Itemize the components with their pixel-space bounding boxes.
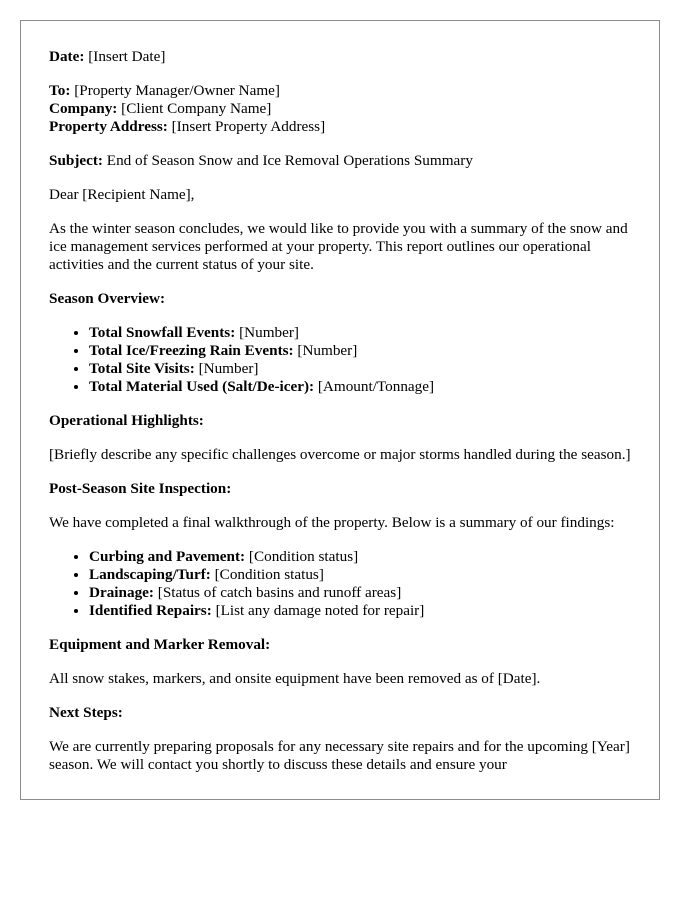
operational-highlights-heading: Operational Highlights: [49, 412, 204, 429]
season-overview-list [49, 324, 639, 396]
list-item: • Total Site Visits: [Number] [89, 360, 639, 378]
inspection-text: We have completed a final walkthrough of the property. Below is a summary of our findings: [49, 514, 615, 531]
subject-label: Subject: [49, 152, 103, 169]
next-steps-heading: Next Steps: [49, 704, 123, 721]
to-value: [Property Manager/Owner Name] [70, 82, 280, 99]
date-line [49, 48, 639, 66]
equipment-heading: Equipment and Marker Removal: [49, 636, 271, 653]
recipient-block [49, 82, 639, 136]
letter-page [20, 20, 660, 800]
list-item: • Drainage: [Status of catch basins and runoff areas] [89, 584, 639, 602]
company-label: Company: [49, 100, 118, 117]
list-item: • Identified Repairs: [List any damage noted for repair] [89, 602, 639, 620]
date-value: [Insert Date] [84, 48, 166, 65]
salutation: Dear [Recipient Name], [49, 186, 195, 203]
list-item: • Total Snowfall Events: [Number] [89, 324, 639, 342]
letter-body [49, 48, 639, 790]
inspection-heading: Post-Season Site Inspection: [49, 480, 232, 497]
to-label: To: [49, 82, 71, 99]
intro-paragraph: As the winter season concludes, we would like to provide you with a summary of the snow and ice management services performed at your property. This report outlines our operational activities and the current status of your site. [49, 220, 628, 273]
subject-line [49, 152, 639, 170]
equipment-text: All snow stakes, markers, and onsite equipment have been removed as of [Date]. [49, 670, 541, 687]
operational-highlights-text: [Briefly describe any specific challenges overcome or major storms handled during the season.] [49, 446, 631, 463]
to-line [49, 82, 280, 99]
address-label: Property Address: [49, 118, 168, 135]
list-item: • Landscaping/Turf: [Condition status] [89, 566, 639, 584]
list-item: • Curbing and Pavement: [Condition status] [89, 548, 639, 566]
address-value: [Insert Property Address] [167, 118, 326, 135]
company-value: [Client Company Name] [117, 100, 272, 117]
season-overview-heading: Season Overview: [49, 290, 165, 307]
next-steps-text: We are currently preparing proposals for any necessary site repairs and for the upcoming [Year] season. We will contact you shortly to discuss these details and ensure your [49, 738, 630, 773]
list-item: • Total Material Used (Salt/De-icer): [Amount/Tonnage] [89, 378, 639, 396]
inspection-list [49, 548, 639, 620]
date-label: Date: [49, 48, 85, 65]
address-line [49, 118, 325, 135]
subject-value: End of Season Snow and Ice Removal Operations Summary [103, 152, 473, 169]
company-line [49, 100, 271, 117]
list-item: • Total Ice/Freezing Rain Events: [Number] [89, 342, 639, 360]
